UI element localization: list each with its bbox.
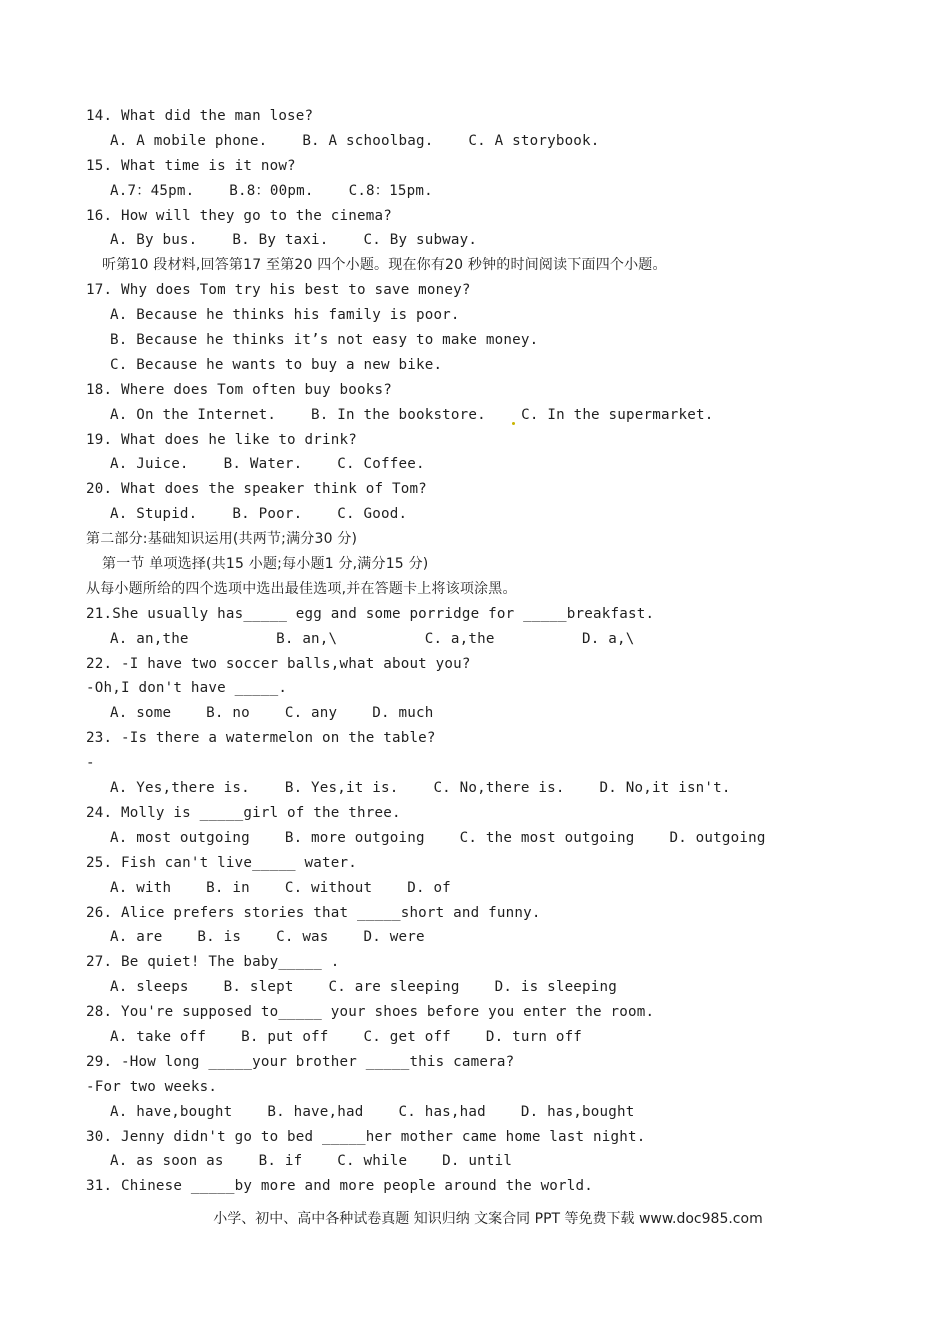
options-text: A. On the Internet. B. In the bookstore. [110,406,513,423]
question-line: 24. Molly is _____girl of the three. [86,804,401,821]
options-line: A. Stupid. B. Poor. C. Good. [110,506,408,523]
question-line: 15. What time is it now? [86,157,296,174]
question-line: 22. -I have two soccer balls,what about you? [86,655,471,672]
options-line: A. take off B. put off C. get off D. turn off [110,1028,583,1045]
question-line: -For two weeks. [86,1078,218,1095]
options-line: A. Juice. B. Water. C. Coffee. [110,456,425,473]
question-line: -Oh,I don't have _____. [86,680,288,697]
section-heading: 听第10 段材料,回答第17 至第20 四个小题。现在你有20 秒钟的时间阅读下面四个小题。 [102,257,667,274]
options-line: A. have,bought B. have,had C. has,had D. has,bought [110,1103,635,1120]
options-line: B. Because he thinks it’s not easy to make money. [110,332,539,349]
options-line: A. with B. in C. without D. of [110,879,451,896]
question-line: 20. What does the speaker think of Tom? [86,481,427,498]
options-line [86,403,886,428]
question-line: 27. Be quiet! The baby_____ . [86,954,340,971]
options-line: A. sleeps B. slept C. are sleeping D. is sleeping [110,979,618,996]
question-line: 26. Alice prefers stories that _____short and funny. [86,904,541,921]
question-line: 29. -How long _____your brother _____this camera? [86,1053,515,1070]
question-line: 19. What does he like to drink? [86,431,357,448]
footer-watermark: 小学、初中、高中各种试卷真题 知识归纳 文案合同 PPT 等免费下载 www.doc985.com [213,1211,763,1227]
options-line: A. A mobile phone. B. A schoolbag. C. A storybook. [110,132,600,149]
exam-page [86,104,886,1199]
options-line: A. as soon as B. if C. while D. until [110,1153,513,1170]
options-line: A.7：45pm. B.8：00pm. C.8：15pm. [110,182,433,199]
options-line: A. Because he thinks his family is poor. [110,307,460,324]
question-line: 17. Why does Tom try his best to save money? [86,282,471,299]
question-line: 18. Where does Tom often buy books? [86,381,392,398]
question-line: 25. Fish can't live_____ water. [86,854,357,871]
question-line: 23. -Is there a watermelon on the table? [86,730,436,747]
question-line: 14. What did the man lose? [86,108,314,124]
question-line: 28. You're supposed to_____ your shoes before you enter the room. [86,1004,655,1021]
section-heading: 第二部分:基础知识运用(共两节;满分30 分) [86,531,358,548]
question-line: 30. Jenny didn't go to bed _____her mother came home last night. [86,1128,646,1145]
options-line: A. some B. no C. any D. much [110,705,434,722]
options-text: C. In the supermarket. [521,406,714,423]
stray-dot-mark [512,422,515,425]
section-heading: 第一节 单项选择(共15 小题;每小题1 分,满分15 分) [102,556,429,573]
question-line: 31. Chinese _____by more and more people around the world. [86,1178,594,1195]
options-line: A. By bus. B. By taxi. C. By subway. [110,232,478,249]
question-line: - [86,755,95,772]
options-line: C. Because he wants to buy a new bike. [110,356,443,373]
options-line: A. are B. is C. was D. were [110,929,425,946]
options-line: A. Yes,there is. B. Yes,it is. C. No,there is. D. No,it isn't. [110,780,731,797]
question-line: 16. How will they go to the cinema? [86,207,392,224]
options-line: A. an,the B. an,\ C. a,the D. a,\ [110,630,635,647]
question-line: 21.She usually has_____ egg and some porridge for _____breakfast. [86,605,655,622]
section-heading: 从每小题所给的四个选项中选出最佳选项,并在答题卡上将该项涂黑。 [86,580,517,597]
options-line: A. most outgoing B. more outgoing C. the most outgoing D. outgoing [110,829,766,846]
